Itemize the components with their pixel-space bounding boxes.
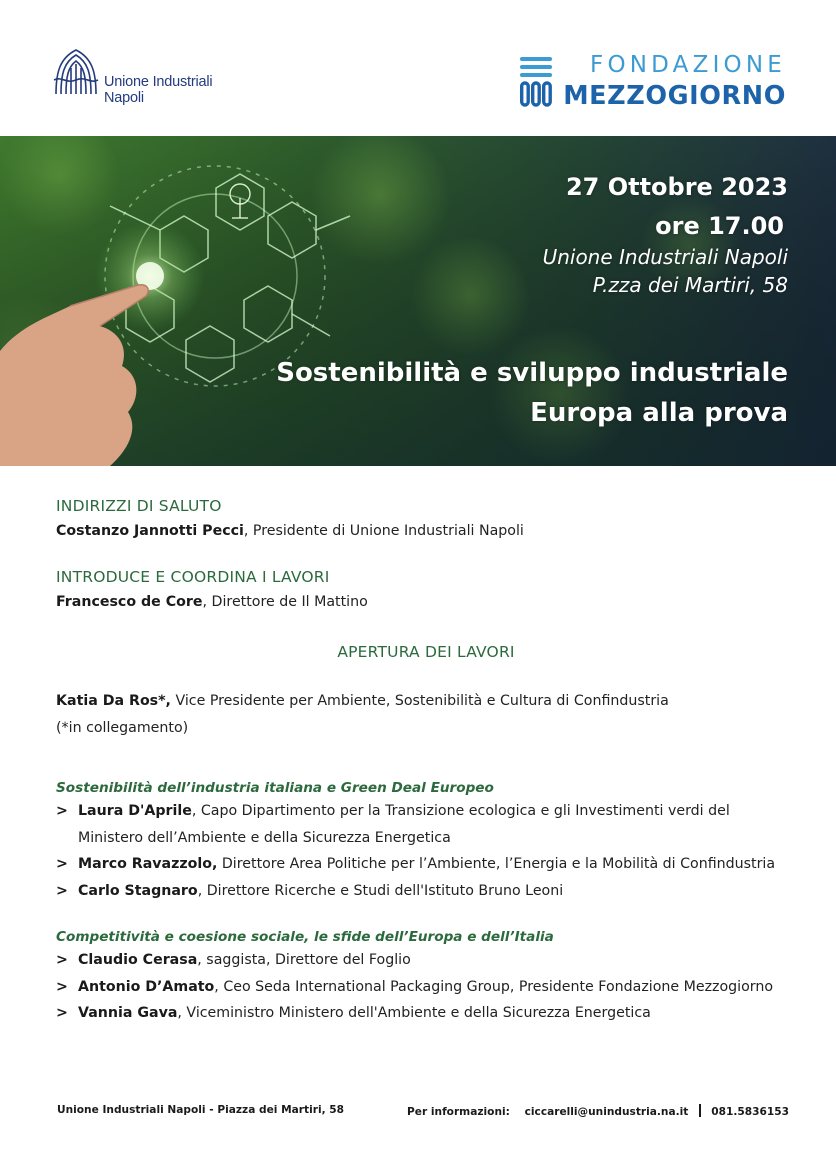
list-item <box>56 851 796 878</box>
panel1-speaker-list <box>56 798 796 904</box>
bullet-chevron-icon: > <box>56 856 68 872</box>
event-date: 27 Ottobre 2023 <box>565 173 788 201</box>
speaker-name: Costanzo Jannotti Pecci <box>56 523 244 539</box>
apertura-note: (*in collegamento) <box>56 720 189 736</box>
saluto-heading: INDIRIZZI DI SALUTO <box>56 497 222 515</box>
panel1-heading: Sostenibilità dell’industria italiana e Green Deal Europeo <box>56 780 494 796</box>
event-address: P.zza dei Martiri, 58 <box>592 273 788 297</box>
speaker-role: , Presidente di Unione Industriali Napoli <box>243 523 524 539</box>
list-item <box>56 1000 796 1027</box>
panel2-speaker-list <box>56 947 796 1027</box>
list-item <box>56 878 796 905</box>
unione-industriali-emblem-icon <box>52 44 100 98</box>
event-title: Sostenibilità e sviluppo industriale <box>276 358 788 388</box>
footer-address: Unione Industriali Napoli - Piazza dei Martiri, 58 <box>57 1104 345 1116</box>
event-time: ore 17.00 <box>655 212 784 240</box>
introduce-speaker <box>56 592 796 612</box>
bullet-chevron-icon: > <box>56 1005 68 1021</box>
speaker-role-continued: Ministero dell’Ambiente e della Sicurezza Energetica <box>78 829 451 846</box>
speaker-name: Francesco de Core <box>56 594 203 610</box>
bullet-chevron-icon: > <box>56 882 68 899</box>
speaker-role: , Viceministro Ministero dell'Ambiente e della Sicurezza Energetica <box>177 1005 651 1021</box>
bullet-chevron-icon: > <box>56 978 68 995</box>
apertura-speaker <box>56 691 796 711</box>
speaker-name: Carlo Stagnaro <box>78 882 198 899</box>
introduce-heading: INTRODUCE E COORDINA I LAVORI <box>56 568 330 586</box>
program <box>56 497 796 1027</box>
footer-phone[interactable]: 081.5836153 <box>711 1106 789 1118</box>
uin-line2: Napoli <box>104 90 144 106</box>
speaker-role: Vice Presidente per Ambiente, Sostenibilità e Cultura di Confindustria <box>170 693 669 709</box>
event-venue: Unione Industriali Napoli <box>542 245 788 269</box>
speaker-name: Vannia Gava <box>78 1005 178 1021</box>
mezzogiorno-text: MEZZOGIORNO <box>563 81 786 111</box>
fondazione-mezzogiorno-logo <box>520 52 786 112</box>
speaker-name: Marco Ravazzolo, <box>78 856 218 872</box>
speaker-role: , Direttore de Il Mattino <box>202 594 368 610</box>
apertura-heading: APERTURA DEI LAVORI <box>337 643 515 661</box>
footer-info-label: Per informazioni: <box>407 1106 510 1118</box>
footer-email-link[interactable]: ciccarelli@unindustria.na.it <box>524 1106 689 1118</box>
speaker-role: , Ceo Seda International Packaging Group, Presidente Fondazione Mezzogiorno <box>214 978 774 995</box>
footer-contacts <box>407 1104 789 1118</box>
list-item <box>56 947 796 974</box>
speaker-role: Direttore Area Politiche per l’Ambiente, l’Energia e la Mobilità di Confindustria <box>217 856 776 872</box>
saluto-speaker <box>56 521 796 541</box>
event-subtitle: Europa alla prova <box>530 398 788 428</box>
speaker-name: Laura D'Aprile <box>78 803 192 819</box>
bullet-chevron-icon: > <box>56 952 68 968</box>
speaker-name: Claudio Cerasa <box>78 952 198 968</box>
speaker-role: , saggista, Direttore del Foglio <box>197 952 411 968</box>
fondazione-text: FONDAZIONE <box>590 52 786 78</box>
speaker-name: Katia Da Ros*, <box>56 693 171 709</box>
bullet-chevron-icon: > <box>56 803 68 819</box>
list-item <box>56 974 796 1001</box>
unione-industriali-logo <box>52 44 212 106</box>
event-banner <box>0 136 836 466</box>
fondazione-columns-icon <box>520 57 552 109</box>
panel2-heading: Competitività e coesione sociale, le sfide dell’Europa e dell’Italia <box>56 929 554 945</box>
unione-industriali-wordmark <box>104 74 212 106</box>
footer-divider <box>699 1104 701 1117</box>
speaker-name: Antonio D’Amato <box>78 978 215 995</box>
speaker-role: , Capo Dipartimento per la Transizione ecologica e gli Investimenti verdi del <box>191 803 730 819</box>
list-item <box>56 798 796 851</box>
speaker-role: , Direttore Ricerche e Studi dell'Istituto Bruno Leoni <box>197 882 564 899</box>
uin-line1: Unione Industriali <box>104 74 213 90</box>
